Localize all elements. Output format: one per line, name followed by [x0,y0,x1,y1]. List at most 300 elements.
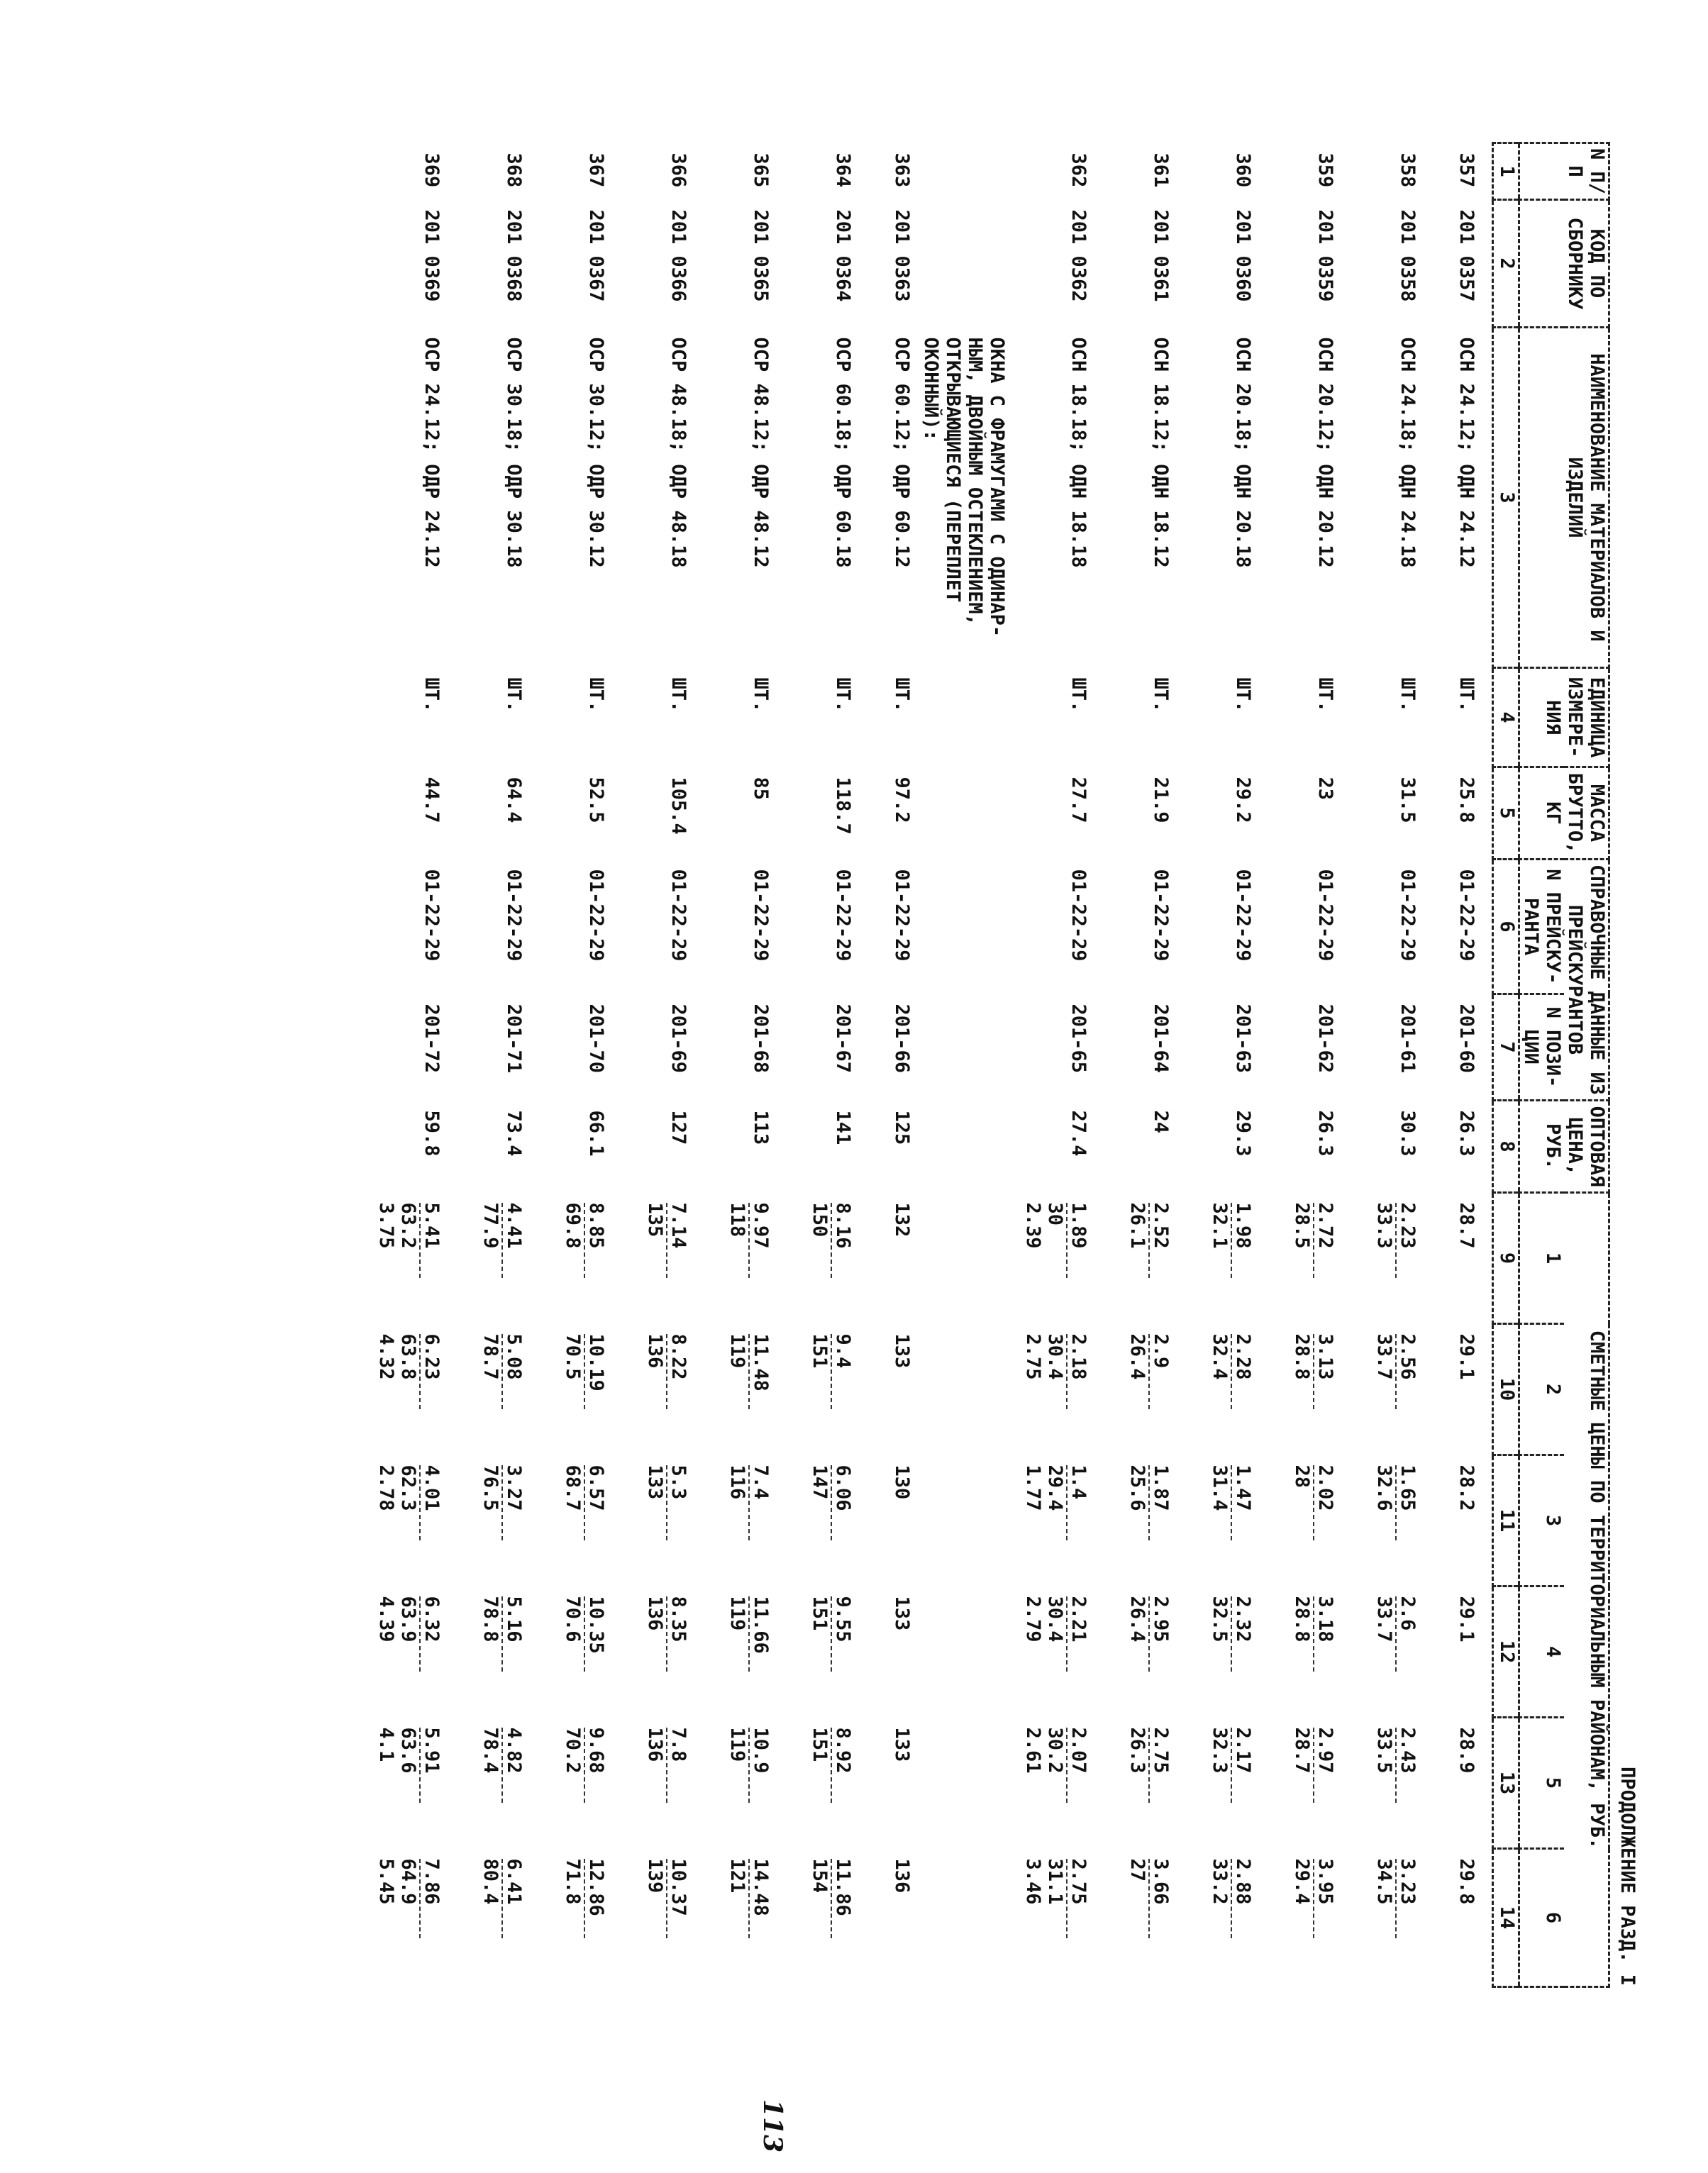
row-price-district-2 [397,1324,443,1455]
row-pricelist: 01-22-29 [585,869,607,962]
row-price-district-2 [726,1324,772,1455]
row-code: 201 0369 [421,209,443,302]
row-wholesale: 24 [1150,1110,1172,1134]
row-number: 364 [832,152,854,188]
district-1: 1 [1519,1193,1565,1324]
row-pricelist: 01-22-29 [1232,869,1254,962]
column-number: 9 [1493,1193,1519,1324]
price-bottom: 70.2 [562,1727,584,1774]
price-bottom: 26.3 [1126,1727,1148,1774]
header-wholesale: ОПТОВАЯ ЦЕНА, РУБ. [1519,1101,1609,1193]
row-mass: 85 [750,777,772,801]
price-top: 2.6 [1395,1596,1419,1672]
row-price-district-6 [1126,1849,1172,1987]
row-price-district-4 [479,1586,525,1718]
price-top: 6.57 [584,1465,607,1540]
row-pricelist: 01-22-29 [667,869,689,962]
price-bottom: 63.9 [397,1596,419,1643]
row-position: 201-64 [1150,1004,1172,1074]
price-top: 11.66 [748,1596,772,1672]
price-bottom: 135 [644,1202,666,1238]
price-bottom: 31.1 [1044,1858,1066,1905]
price-top: 6.23 [419,1334,443,1409]
section-row [913,143,1008,1987]
extra-price: 2.79 [1022,1596,1044,1643]
row-price-district-4 [891,1586,913,1718]
row-price-district-1 [1209,1193,1254,1324]
price-bottom: 150 [809,1202,831,1238]
price-bottom: 25.6 [1126,1465,1148,1511]
row-position: 201-65 [1068,1004,1089,1074]
row-price-district-3 [1373,1455,1419,1586]
row-price-district-1 [1126,1193,1172,1324]
row-price-district-4 [726,1586,772,1718]
price-top: 29.1 [1455,1596,1477,1643]
price-top: 2.56 [1395,1334,1419,1409]
row-price-district-2 [644,1324,689,1455]
row-name: ОСН 24.12; ОДН 24.12 [1455,337,1477,568]
row-price-district-5 [1455,1718,1477,1849]
price-top: 2.17 [1231,1728,1254,1803]
price-bottom: 63.8 [397,1333,419,1380]
row-price-district-1 [1373,1193,1419,1324]
row-price-district-6 [479,1849,525,1987]
row-unit: ШТ. [667,677,689,713]
row-wholesale: 29.3 [1232,1110,1254,1157]
row-price-district-4 [644,1586,689,1718]
row-position: 201-61 [1397,1004,1419,1074]
row-position: 201-67 [832,1004,854,1074]
price-top: 9.68 [584,1728,607,1803]
row-mass: 21.9 [1150,777,1172,823]
row-price-district-4 [1044,1586,1089,1718]
row-number: 362 [1068,152,1089,188]
table-row [891,143,913,1987]
price-top: 2.02 [1313,1465,1336,1540]
row-price-district-5 [726,1718,772,1849]
extra-price: 3.46 [1022,1858,1044,1905]
price-bottom: 78.8 [479,1596,501,1643]
row-pricelist: 01-22-29 [891,869,913,962]
row-pricelist: 01-22-29 [750,869,772,962]
price-top: 5.3 [666,1465,689,1540]
header-name: НАИМЕНОВАНИЕ МАТЕРИАЛОВ И ИЗДЕЛИЙ [1519,328,1609,668]
row-wholesale: 59.8 [421,1110,443,1157]
section-title: ОКНА С ФРАМУГАМИ С ОДИНАР- НЫМ, ДВОЙНЫМ ОСТЕКЛЕНИЕМ, ОТКРЫВАЮЩИЕСЯ (ПЕРЕПЛЕТ ОКОННЫЙ): [920,337,1008,638]
row-price-district-3 [1455,1455,1477,1586]
price-top: 12.86 [584,1859,607,1938]
price-top: 2.28 [1231,1334,1254,1409]
row-name: ОСР 48.18; ОДР 48.18 [667,337,689,568]
price-bottom: 32.3 [1209,1727,1231,1774]
price-top: 2.52 [1148,1203,1172,1278]
row-price-district-6 [809,1849,854,1987]
row-price-district-1 [1455,1193,1477,1324]
price-top: 2.72 [1313,1203,1336,1278]
row-mass: 25.8 [1455,777,1477,823]
price-top: 7.86 [419,1859,443,1938]
row-price-district-5 [397,1718,443,1849]
price-top: 1.65 [1395,1465,1419,1540]
price-bottom: 136 [644,1333,666,1369]
row-mass: 105.4 [667,777,689,835]
column-number: 8 [1493,1101,1519,1193]
row-mass: 97.2 [891,777,913,823]
row-name: ОСР 48.12; ОДР 48.12 [750,337,772,568]
row-price-district-5 [562,1718,607,1849]
price-top: 9.97 [748,1203,772,1278]
header-position: N ПОЗИ- ЦИИ [1519,994,1565,1101]
row-price-district-4 [1455,1586,1477,1718]
price-top: 14.48 [748,1859,772,1938]
price-top: 11.86 [831,1859,854,1938]
row-price-district-2 [1044,1324,1089,1455]
price-top: 8.35 [666,1596,689,1672]
column-number: 3 [1493,328,1519,668]
price-top: 3.23 [1395,1859,1419,1938]
row-wholesale: 66.1 [585,1110,607,1157]
row-name: ОСН 20.18; ОДН 20.18 [1232,337,1254,568]
price-bottom: 116 [726,1465,748,1500]
row-code: 201 0367 [585,209,607,302]
rotated-sheet [192,142,1638,1986]
price-bottom: 29.4 [1044,1465,1066,1511]
row-price-district-3 [726,1455,772,1586]
column-number: 6 [1493,860,1519,994]
price-top: 2.23 [1395,1203,1419,1278]
price-top: 2.97 [1313,1728,1336,1803]
row-pricelist: 01-22-29 [1150,869,1172,962]
row-price-district-6 [1291,1849,1336,1987]
price-top: 1.98 [1231,1203,1254,1278]
column-number: 1 [1493,143,1519,200]
price-top: 1.89 [1066,1203,1089,1278]
row-wholesale: 125 [891,1110,913,1145]
price-top: 132 [891,1202,913,1238]
row-price-district-3 [1291,1455,1336,1586]
price-bottom: 133 [644,1465,666,1500]
row-mass: 64.4 [503,777,525,823]
price-bottom: 80.4 [479,1858,501,1905]
price-bottom: 62.3 [397,1465,419,1511]
price-top: 2.18 [1066,1334,1089,1409]
price-bottom: 118 [726,1202,748,1238]
price-bottom: 33.5 [1373,1727,1395,1774]
table-row [1044,143,1089,1987]
row-price-district-3 [1044,1455,1089,1586]
row-position: 201-69 [667,1004,689,1074]
row-price-district-5 [809,1718,854,1849]
price-top: 3.95 [1313,1859,1336,1938]
column-number: 2 [1493,200,1519,328]
column-number: 5 [1493,767,1519,860]
row-price-district-6 [397,1849,443,1987]
row-code: 201 0364 [832,209,854,302]
price-top: 3.13 [1313,1334,1336,1409]
table-row [1126,143,1172,1987]
row-price-district-6 [891,1849,913,1987]
row-name: ОСР 60.12; ОДР 60.12 [891,337,913,568]
row-number: 367 [585,152,607,188]
column-number: 14 [1493,1849,1519,1987]
price-bottom: 33.3 [1373,1202,1395,1249]
row-unit: ШТ. [1150,677,1172,713]
row-pricelist: 01-22-29 [832,869,854,962]
row-pricelist: 01-22-29 [1397,869,1419,962]
extra-price: 1.77 [1022,1465,1044,1511]
price-bottom: 78.4 [479,1727,501,1774]
row-unit: ШТ. [832,677,854,713]
row-number: 357 [1455,152,1477,188]
row-price-district-2 [1126,1324,1172,1455]
continuation-label: ПРОДОЛЖЕНИЕ РАЗД. I [1616,1767,1638,1986]
price-bottom: 34.5 [1373,1858,1395,1905]
header-ref: СПРАВОЧНЫЕ ДАННЫЕ ИЗ ПРЕЙСКУРАНТОВ [1564,860,1609,1101]
row-position: 201-71 [503,1004,525,1074]
row-code: 201 0362 [1068,209,1089,302]
column-number: 4 [1493,668,1519,767]
row-name: ОСР 60.18; ОДР 60.18 [832,337,854,568]
row-price-district-2 [809,1324,854,1455]
price-top: 8.16 [831,1203,854,1278]
row-position: 201-70 [585,1004,607,1074]
price-bottom: 33.7 [1373,1333,1395,1380]
price-top: 4.41 [501,1203,525,1278]
row-price-district-6 [562,1849,607,1987]
price-bottom: 28.8 [1291,1596,1313,1643]
price-bottom: 69.8 [562,1202,584,1249]
extra-row [375,143,397,1987]
price-bottom: 32.4 [1209,1333,1231,1380]
row-price-district-6 [726,1849,772,1987]
row-price-district-3 [479,1455,525,1586]
header-n: N П/П [1519,143,1609,200]
row-price-district-1 [397,1193,443,1324]
row-wholesale: 30.3 [1397,1110,1419,1157]
price-bottom: 28.5 [1291,1202,1313,1249]
row-wholesale: 127 [667,1110,689,1145]
price-bottom: 154 [809,1858,831,1894]
price-top: 6.32 [419,1596,443,1672]
row-name: ОСН 18.12; ОДН 18.12 [1150,337,1172,568]
extra-price: 2.61 [1022,1727,1044,1774]
row-price-district-5 [644,1718,689,1849]
row-price-district-1 [479,1193,525,1324]
price-top: 4.82 [501,1728,525,1803]
table-row [1455,143,1477,1987]
row-name: ОСН 24.18; ОДН 24.18 [1397,337,1419,568]
price-top: 5.91 [419,1728,443,1803]
price-bottom: 63.6 [397,1727,419,1774]
price-top: 29.1 [1455,1333,1477,1380]
price-top: 2.43 [1395,1728,1419,1803]
price-bottom: 30.2 [1044,1727,1066,1774]
row-code: 201 0368 [503,209,525,302]
price-bottom: 28.8 [1291,1333,1313,1380]
price-bottom: 119 [726,1333,748,1369]
price-top: 2.32 [1231,1596,1254,1672]
price-top: 2.21 [1066,1596,1089,1672]
price-top: 3.18 [1313,1596,1336,1672]
row-price-district-3 [644,1455,689,1586]
extra-price: 5.45 [375,1858,397,1905]
row-price-district-4 [1291,1586,1336,1718]
row-mass: 44.7 [421,777,443,823]
row-name: ОСР 24.12; ОДР 24.12 [421,337,443,568]
row-pricelist: 01-22-29 [1455,869,1477,962]
price-bottom: 78.7 [479,1333,501,1380]
price-bottom: 136 [644,1727,666,1762]
price-bottom: 30.4 [1044,1333,1066,1380]
column-number-row [1493,143,1519,1987]
row-number: 369 [421,152,443,188]
extra-price: 4.39 [375,1596,397,1643]
row-price-district-4 [1209,1586,1254,1718]
district-3: 3 [1519,1455,1565,1586]
column-number: 12 [1493,1586,1519,1718]
row-pricelist: 01-22-29 [503,869,525,962]
price-top: 136 [891,1858,913,1894]
price-top: 1.47 [1231,1465,1254,1540]
row-wholesale: 26.3 [1314,1110,1336,1157]
row-price-district-1 [891,1193,913,1324]
row-code: 201 0357 [1455,209,1477,302]
price-bottom: 76.5 [479,1465,501,1511]
row-number: 360 [1232,152,1254,188]
row-wholesale: 113 [750,1110,772,1145]
price-bottom: 64.9 [397,1858,419,1905]
price-top: 2.07 [1066,1728,1089,1803]
row-number: 358 [1397,152,1419,188]
row-price-district-4 [809,1586,854,1718]
row-position: 201-63 [1232,1004,1254,1074]
page-number: 113 [758,2099,787,2153]
row-number: 359 [1314,152,1336,188]
price-bottom: 33.2 [1209,1858,1231,1905]
price-top: 133 [891,1727,913,1762]
extra-price: 2.78 [375,1465,397,1511]
header-pricelist: N ПРЕЙСКУ- РАНТА [1519,860,1565,994]
price-bottom: 151 [809,1727,831,1762]
row-code: 201 0359 [1314,209,1336,302]
price-top: 8.22 [666,1334,689,1409]
row-unit: ШТ. [750,677,772,713]
row-price-district-6 [1373,1849,1419,1987]
row-price-district-6 [644,1849,689,1987]
row-price-district-5 [1291,1718,1336,1849]
row-price-district-3 [1209,1455,1254,1586]
price-top: 29.8 [1455,1858,1477,1905]
table-row [397,143,443,1987]
price-top: 10.37 [666,1859,689,1938]
row-name: ОСР 30.18; ОДР 30.18 [503,337,525,568]
table-body [338,143,1493,1987]
column-number: 11 [1493,1455,1519,1586]
extra-price: 4.1 [375,1727,397,1762]
row-unit: ШТ. [1314,677,1336,713]
row-price-district-5 [1373,1718,1419,1849]
table-row [809,143,854,1987]
row-price-district-1 [809,1193,854,1324]
price-bottom: 30.4 [1044,1596,1066,1643]
price-top: 7.8 [666,1728,689,1803]
price-bottom: 136 [644,1596,666,1631]
extra-price: 2.75 [1022,1333,1044,1380]
row-name: ОСР 30.12; ОДР 30.12 [585,337,607,568]
price-top: 10.35 [584,1596,607,1672]
district-4: 4 [1519,1586,1565,1718]
table-row [562,143,607,1987]
row-name: ОСН 20.12; ОДН 20.12 [1314,337,1336,568]
price-top: 3.66 [1148,1859,1172,1938]
price-bottom: 31.4 [1209,1465,1231,1511]
row-code: 201 0361 [1150,209,1172,302]
price-bottom: 151 [809,1333,831,1369]
price-top: 2.75 [1066,1859,1089,1938]
row-position: 201-60 [1455,1004,1477,1074]
extra-price: 4.32 [375,1333,397,1380]
row-number: 361 [1150,152,1172,188]
row-price-district-1 [726,1193,772,1324]
column-number: 13 [1493,1718,1519,1849]
row-name: ОСН 18.18; ОДН 18.18 [1068,337,1089,568]
price-top: 133 [891,1333,913,1369]
row-mass: 23 [1314,777,1336,801]
price-top: 5.16 [501,1596,525,1672]
row-mass: 118.7 [832,777,854,835]
table-row [644,143,689,1987]
district-2: 2 [1519,1324,1565,1455]
row-price-district-6 [1044,1849,1089,1987]
row-price-district-1 [644,1193,689,1324]
price-top: 11.48 [748,1334,772,1409]
price-top: 1.4 [1066,1465,1089,1540]
price-top: 8.92 [831,1728,854,1803]
price-bottom: 32.6 [1373,1465,1395,1511]
price-bottom: 28 [1291,1465,1313,1489]
price-bottom: 119 [726,1596,748,1631]
price-top: 7.4 [748,1465,772,1540]
row-price-district-3 [562,1455,607,1586]
row-price-district-3 [397,1455,443,1586]
price-top: 9.4 [831,1334,854,1409]
row-number: 366 [667,152,689,188]
column-number: 10 [1493,1324,1519,1455]
price-bottom: 71.8 [562,1858,584,1905]
row-price-district-2 [1373,1324,1419,1455]
row-mass: 27.7 [1068,777,1089,823]
row-price-district-2 [562,1324,607,1455]
price-top: 28.7 [1455,1202,1477,1249]
row-unit: ШТ. [503,677,525,713]
price-bottom: 30 [1044,1202,1066,1226]
price-top: 28.9 [1455,1727,1477,1774]
row-position: 201-68 [750,1004,772,1074]
price-top: 7.14 [666,1203,689,1278]
price-bottom: 27 [1126,1858,1148,1882]
price-bottom: 121 [726,1858,748,1894]
row-price-district-1 [1044,1193,1089,1324]
price-top: 4.01 [419,1465,443,1540]
row-price-district-5 [479,1718,525,1849]
row-price-district-1 [1291,1193,1336,1324]
price-bottom: 28.7 [1291,1727,1313,1774]
row-mass: 52.5 [585,777,607,823]
row-price-district-5 [1044,1718,1089,1849]
price-bottom: 32.1 [1209,1202,1231,1249]
row-mass: 31.5 [1397,777,1419,823]
price-top: 6.41 [501,1859,525,1938]
